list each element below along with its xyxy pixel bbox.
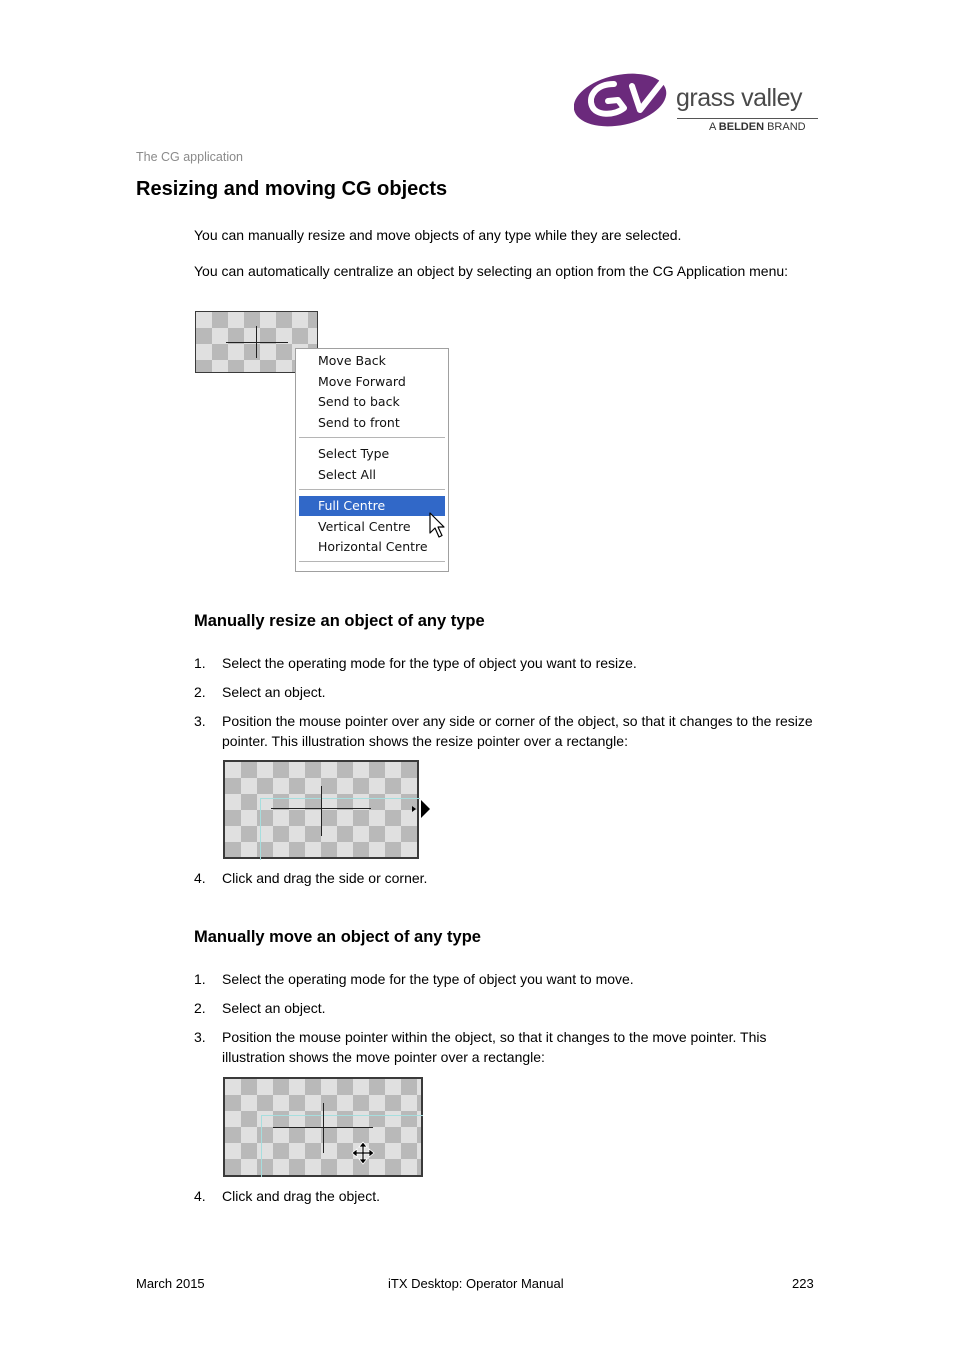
menu-item-move-forward[interactable]: Move Forward (318, 374, 406, 389)
resize-illustration-object (223, 760, 419, 859)
menu-separator (299, 437, 445, 439)
resize-section-heading: Manually resize an object of any type (194, 612, 485, 630)
menu-separator (299, 561, 445, 563)
crosshair-vertical (323, 1103, 324, 1153)
intro-paragraph-2: You can automatically centralize an object by selecting an option from the CG Application menu: (194, 263, 789, 279)
logo-wordmark: grass valley (676, 84, 802, 112)
running-head: The CG application (136, 150, 244, 164)
list-item: 1. Select the operating mode for the type of object you want to resize. (194, 655, 637, 671)
menu-item-vertical-centre[interactable]: Vertical Centre (318, 519, 411, 534)
list-item: 4. Click and drag the side or corner. (194, 870, 428, 886)
list-item: 1. Select the operating mode for the type of object you want to move. (194, 971, 634, 987)
crosshair-horizontal (271, 808, 371, 809)
list-item: 4. Click and drag the object. (194, 1188, 380, 1204)
list-item: 2. Select an object. (194, 684, 326, 700)
list-item: 2. Select an object. (194, 1000, 326, 1016)
move-section-heading: Manually move an object of any type (194, 928, 481, 946)
resize-steps-list (194, 653, 814, 751)
menu-separator (299, 489, 445, 491)
intro-paragraph-1: You can manually resize and move objects of any type while they are selected. (194, 227, 682, 243)
footer-page-number: 223 (792, 1276, 814, 1291)
menu-item-horizontal-centre[interactable]: Horizontal Centre (318, 539, 428, 554)
move-steps-list (194, 969, 814, 1067)
logo-tagline: A BELDEN BRAND (709, 121, 806, 133)
move-steps-list-continued (194, 1186, 814, 1206)
cg-application-context-menu (295, 348, 449, 572)
crosshair-horizontal (226, 342, 288, 343)
arrow-pointer-icon (428, 512, 446, 540)
menu-item-select-all[interactable]: Select All (318, 467, 377, 482)
resize-steps-list-continued (194, 868, 814, 888)
footer-date: March 2015 (136, 1276, 205, 1291)
resize-pointer-icon (410, 798, 432, 820)
move-illustration-object (223, 1077, 423, 1177)
menu-item-send-to-front[interactable]: Send to front (318, 415, 400, 430)
menu-item-full-centre[interactable]: Full Centre (299, 496, 445, 516)
list-item: 3. Position the mouse pointer within the object, so that it changes to the move pointer. This illustration shows the move pointer over a rectangle: (194, 1029, 767, 1065)
selection-rectangle (261, 1115, 423, 1177)
crosshair-vertical (321, 786, 322, 836)
crosshair-horizontal (273, 1127, 373, 1128)
menu-item-send-to-back[interactable]: Send to back (318, 394, 400, 409)
list-item: 3. Position the mouse pointer over any side or corner of the object, so that it changes to the resize pointer. This illustration shows the resize pointer over a rectangle: (194, 713, 813, 749)
logo-divider (677, 118, 818, 119)
page-title: Resizing and moving CG objects (136, 178, 448, 200)
menu-item-move-back[interactable]: Move Back (318, 353, 386, 368)
move-pointer-icon (351, 1141, 375, 1165)
footer-document-title: iTX Desktop: Operator Manual (388, 1276, 564, 1291)
menu-item-select-type[interactable]: Select Type (318, 446, 390, 461)
